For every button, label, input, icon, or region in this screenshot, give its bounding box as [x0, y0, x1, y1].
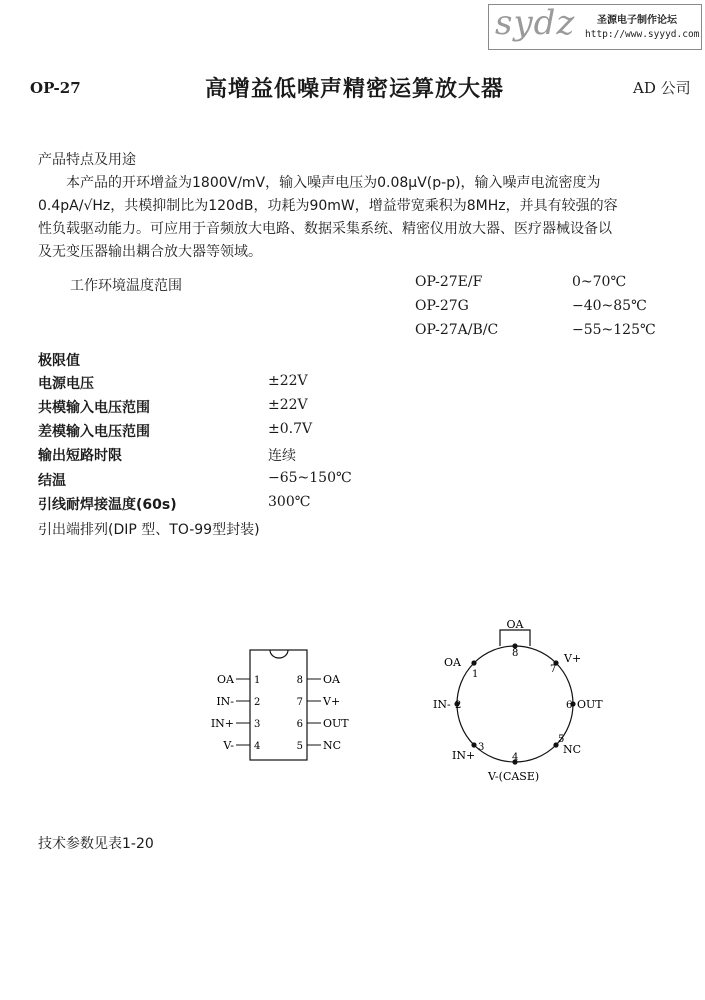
features-heading: 产品特点及用途	[38, 152, 136, 168]
to99-pin-2-num: 2	[455, 700, 462, 711]
dip-package-diagram	[200, 640, 370, 770]
features-line-1: 本产品的开环增益为1800V/mV，输入噪声电压为0.08μV(p-p)，输入噪声电流密度为	[66, 175, 601, 191]
dip-pin-2-num: 2	[254, 697, 261, 708]
dip-pin-1-label: OA	[217, 673, 234, 686]
dip-pin-8-num: 8	[296, 675, 303, 686]
features-line-2: 0.4pA/√Hz，共模抑制比为120dB，功耗为90mW，增益带宽乘积为8MHz，并具有较强的容	[38, 198, 618, 214]
footer-note: 技术参数见表1-20	[38, 836, 154, 852]
page-title: 高增益低噪声精密运算放大器	[205, 77, 505, 102]
dip-pin-3-num: 3	[254, 719, 261, 730]
to99-pin-3-dot	[471, 742, 476, 747]
watermark-site-name: 圣源电子制作论坛	[597, 15, 677, 26]
pinout-heading: 引出端排列(DIP 型、TO-99型封装)	[38, 522, 260, 538]
limit-name-4: 输出短路时限	[38, 448, 122, 464]
limits-heading: 极限值	[38, 353, 80, 369]
temp-model-2: OP-27G	[415, 298, 469, 314]
to99-pin-2-label: IN-	[433, 698, 451, 711]
to99-pin-8-num: 8	[512, 648, 519, 659]
to99-tab-label: OA	[506, 618, 524, 631]
to99-pin-1-num: 1	[472, 669, 479, 680]
to99-pin-7-num: 7	[550, 664, 557, 675]
limit-value-2: ±22V	[268, 397, 308, 413]
to99-pin-3-num: 3	[478, 742, 485, 753]
dip-pin-7-label: V+	[323, 695, 341, 708]
dip-pin-5-num: 5	[296, 741, 303, 752]
dip-pin-2-label: IN-	[216, 695, 234, 708]
dip-pin-1-num: 1	[254, 675, 261, 686]
to99-pin-6-label: OUT	[577, 698, 603, 711]
temperature-label: 工作环境温度范围	[70, 278, 182, 294]
dip-pin-5-label: NC	[323, 739, 342, 752]
watermark	[488, 4, 702, 50]
watermark-url: http://www.syyyd.com	[585, 29, 700, 40]
limit-value-3: ±0.7V	[268, 421, 313, 437]
limit-name-3: 差模输入电压范围	[38, 424, 150, 440]
watermark-logo: sydz	[495, 3, 576, 43]
limit-name-5: 结温	[38, 473, 66, 489]
features-paragraph	[38, 172, 668, 264]
limit-value-4: 连续	[268, 448, 296, 464]
dip-pin-7-num: 7	[296, 697, 303, 708]
limit-value-5: −65~150℃	[268, 470, 352, 486]
limit-value-6: 300℃	[268, 494, 311, 510]
dip-pin-3-label: IN+	[210, 717, 234, 730]
features-line-4: 及无变压器输出耦合放大器等领域。	[38, 244, 262, 260]
dip-pin-6-label: OUT	[323, 717, 349, 730]
limit-name-6: 引线耐焊接温度(60s)	[38, 497, 177, 513]
dip-pin-8-label: OA	[323, 673, 340, 686]
to99-pin-1-label: OA	[444, 656, 461, 669]
to99-pin-4-num: 4	[512, 752, 519, 763]
dip-notch	[270, 650, 288, 658]
dip-pin-6-num: 6	[296, 719, 303, 730]
to99-pin-1-dot	[471, 660, 476, 665]
limit-value-1: ±22V	[268, 373, 308, 389]
temp-range-3: −55~125℃	[572, 322, 656, 338]
temp-model-3: OP-27A/B/C	[415, 322, 499, 338]
company-name: AD 公司	[633, 79, 691, 97]
temp-range-1: 0~70℃	[572, 274, 627, 290]
to99-pin-6-num: 6	[566, 700, 573, 711]
dip-pin-4-num: 4	[254, 741, 261, 752]
model-number: OP-27	[30, 79, 81, 97]
to99-package-diagram	[420, 612, 620, 787]
to99-pin-5-num: 5	[558, 734, 565, 745]
to99-pin-7-label: V+	[564, 652, 582, 665]
temp-model-1: OP-27E/F	[415, 274, 483, 290]
features-line-3: 性负载驱动能力。可应用于音频放大电路、数据采集系统、精密仪用放大器、医疗器械设备以	[38, 221, 612, 237]
dip-pin-4-label: V-	[223, 739, 234, 752]
to99-pin-5-label: NC	[563, 743, 582, 756]
to99-pin-3-label: IN+	[452, 749, 476, 762]
limit-name-2: 共模输入电压范围	[38, 400, 150, 416]
limit-name-1: 电源电压	[38, 376, 94, 392]
temp-range-2: −40~85℃	[572, 298, 647, 314]
to99-pin-4-label: V-(CASE)	[488, 770, 540, 783]
